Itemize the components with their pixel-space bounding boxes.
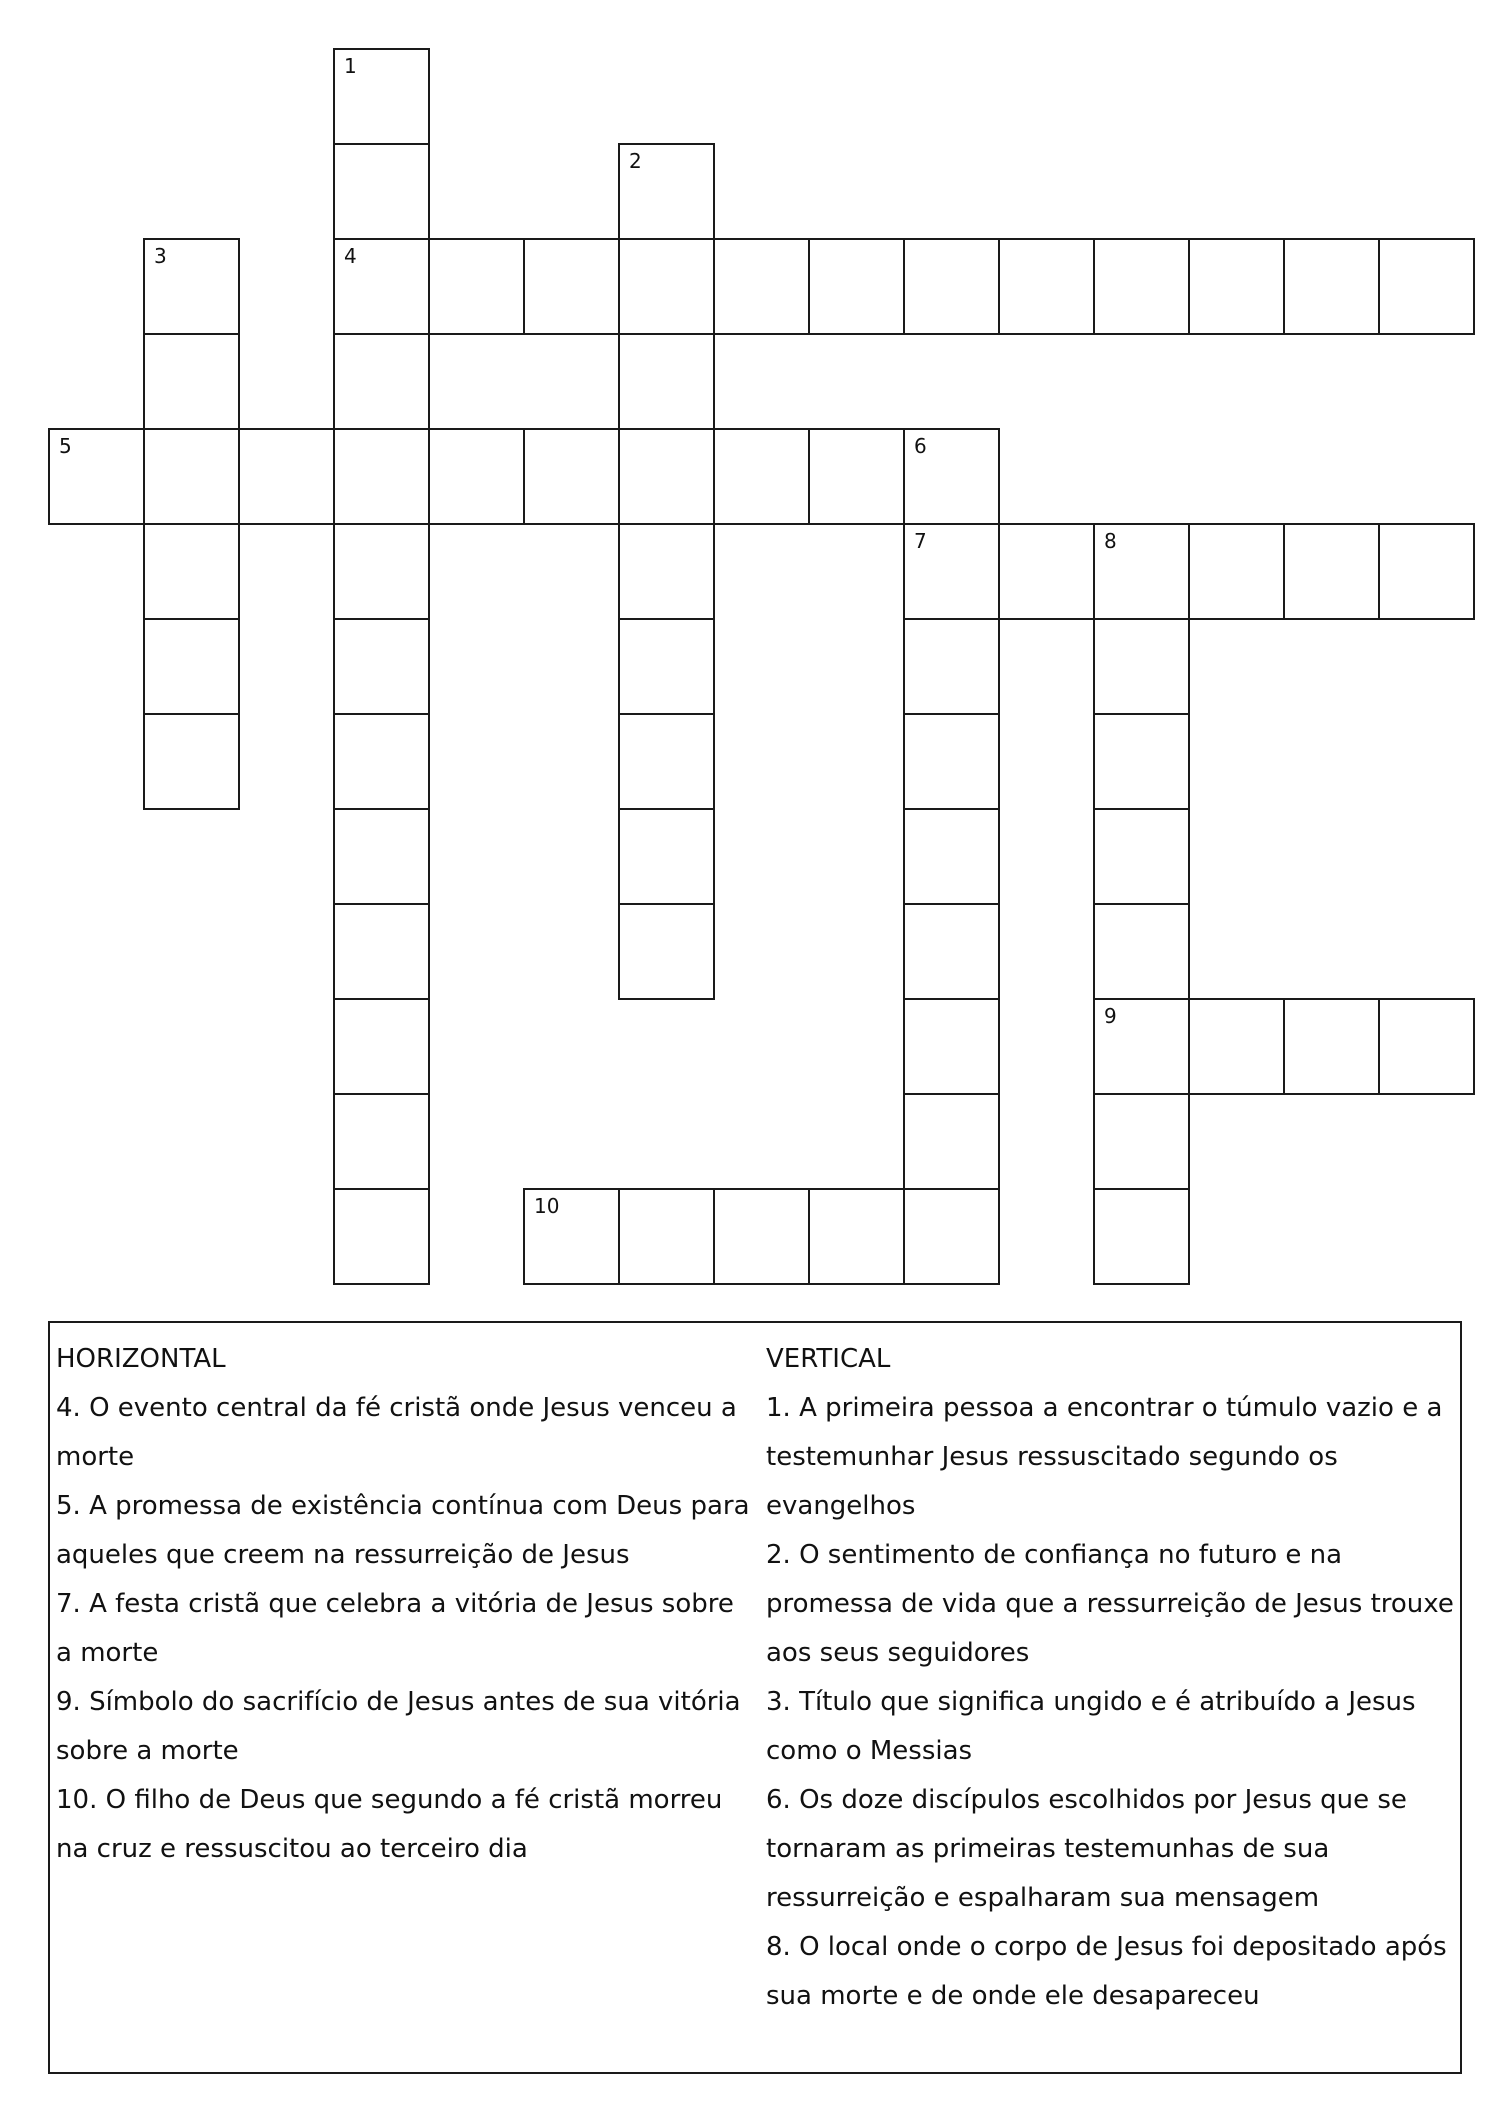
grid-cell[interactable]	[618, 428, 715, 525]
grid-cell[interactable]	[238, 428, 335, 525]
grid-cell[interactable]	[143, 713, 240, 810]
grid-cell[interactable]	[143, 428, 240, 525]
vertical-clue: 8. O local onde o corpo de Jesus foi depositado após sua morte e de onde ele desapareceu	[766, 1932, 1447, 2011]
clue-number: 1	[344, 54, 357, 78]
grid-cell[interactable]	[903, 808, 1000, 905]
vertical-clue: 1. A primeira pessoa a encontrar o túmulo vazio e a testemunhar Jesus ressuscitado segundo os evangelhos	[766, 1393, 1443, 1521]
grid-cell[interactable]	[713, 428, 810, 525]
horizontal-heading: HORIZONTAL	[56, 1344, 226, 1374]
grid-cell[interactable]	[903, 1093, 1000, 1190]
grid-cell[interactable]	[143, 333, 240, 430]
grid-cell[interactable]	[428, 238, 525, 335]
grid-cell[interactable]	[903, 713, 1000, 810]
grid-cell[interactable]	[1378, 523, 1475, 620]
grid-cell[interactable]	[333, 238, 430, 335]
grid-cell[interactable]	[523, 238, 620, 335]
horizontal-clue: 4. O evento central da fé cristã onde Jesus venceu a morte	[56, 1393, 737, 1472]
grid-cell[interactable]	[1283, 998, 1380, 1095]
grid-cell[interactable]	[713, 1188, 810, 1285]
grid-cell[interactable]	[1093, 998, 1190, 1095]
clue-number: 5	[59, 434, 72, 458]
grid-cell[interactable]	[618, 333, 715, 430]
grid-cell[interactable]	[998, 523, 1095, 620]
grid-cell[interactable]	[333, 998, 430, 1095]
vertical-heading: VERTICAL	[766, 1344, 891, 1374]
grid-cell[interactable]	[903, 523, 1000, 620]
grid-cell[interactable]	[1378, 998, 1475, 1095]
grid-cell[interactable]	[618, 523, 715, 620]
horizontal-clue: 10. O filho de Deus que segundo a fé cristã morreu na cruz e ressuscitou ao terceiro dia	[56, 1785, 723, 1864]
grid-cell[interactable]	[333, 903, 430, 1000]
grid-cell[interactable]	[333, 713, 430, 810]
horizontal-clue: 7. A festa cristã que celebra a vitória de Jesus sobre a morte	[56, 1589, 734, 1668]
grid-cell[interactable]	[1093, 1188, 1190, 1285]
clue-number: 6	[914, 434, 927, 458]
grid-cell[interactable]	[333, 48, 430, 145]
vertical-clues	[766, 1335, 1466, 2021]
grid-cell[interactable]	[1283, 238, 1380, 335]
grid-cell[interactable]	[333, 1188, 430, 1285]
grid-cell[interactable]	[1188, 238, 1285, 335]
horizontal-clue: 9. Símbolo do sacrifício de Jesus antes de sua vitória sobre a morte	[56, 1687, 741, 1766]
grid-cell[interactable]	[1093, 713, 1190, 810]
grid-cell[interactable]	[333, 1093, 430, 1190]
grid-cell[interactable]	[1093, 618, 1190, 715]
grid-cell[interactable]	[1093, 808, 1190, 905]
grid-cell[interactable]	[333, 618, 430, 715]
grid-cell[interactable]	[333, 143, 430, 240]
grid-cell[interactable]	[523, 428, 620, 525]
horizontal-clue: 5. A promessa de existência contínua com Deus para aqueles que creem na ressurreição de Jesus	[56, 1491, 750, 1570]
grid-cell[interactable]	[618, 143, 715, 240]
grid-cell[interactable]	[713, 238, 810, 335]
grid-cell[interactable]	[618, 713, 715, 810]
grid-cell[interactable]	[903, 618, 1000, 715]
grid-cell[interactable]	[48, 428, 145, 525]
grid-cell[interactable]	[143, 618, 240, 715]
clue-number: 9	[1104, 1004, 1117, 1028]
grid-cell[interactable]	[618, 238, 715, 335]
clues-box	[48, 1321, 1462, 2074]
horizontal-clues	[56, 1335, 756, 1874]
grid-cell[interactable]	[618, 903, 715, 1000]
grid-cell[interactable]	[618, 1188, 715, 1285]
vertical-clue: 6. Os doze discípulos escolhidos por Jesus que se tornaram as primeiras testemunhas de sua ressurreição e espalharam sua mensagem	[766, 1785, 1407, 1913]
clue-number: 10	[534, 1194, 560, 1218]
clue-number: 7	[914, 529, 927, 553]
grid-cell[interactable]	[808, 238, 905, 335]
grid-cell[interactable]	[333, 523, 430, 620]
grid-cell[interactable]	[523, 1188, 620, 1285]
grid-cell[interactable]	[1093, 1093, 1190, 1190]
grid-cell[interactable]	[1093, 903, 1190, 1000]
grid-cell[interactable]	[1093, 238, 1190, 335]
grid-cell[interactable]	[618, 808, 715, 905]
grid-cell[interactable]	[903, 238, 1000, 335]
grid-cell[interactable]	[1378, 238, 1475, 335]
grid-cell[interactable]	[998, 238, 1095, 335]
grid-cell[interactable]	[1188, 998, 1285, 1095]
grid-cell[interactable]	[808, 428, 905, 525]
clue-number: 4	[344, 244, 357, 268]
grid-cell[interactable]	[143, 523, 240, 620]
grid-cell[interactable]	[1188, 523, 1285, 620]
grid-cell[interactable]	[333, 428, 430, 525]
clue-number: 8	[1104, 529, 1117, 553]
clue-number: 3	[154, 244, 167, 268]
grid-cell[interactable]	[903, 903, 1000, 1000]
grid-cell[interactable]	[618, 618, 715, 715]
grid-cell[interactable]	[428, 428, 525, 525]
grid-cell[interactable]	[333, 333, 430, 430]
grid-cell[interactable]	[1283, 523, 1380, 620]
grid-cell[interactable]	[333, 808, 430, 905]
grid-cell[interactable]	[903, 1188, 1000, 1285]
grid-cell[interactable]	[1093, 523, 1190, 620]
clue-number: 2	[629, 149, 642, 173]
grid-cell[interactable]	[903, 428, 1000, 525]
grid-cell[interactable]	[143, 238, 240, 335]
vertical-clue: 2. O sentimento de confiança no futuro e na promessa de vida que a ressurreição de Jesus trouxe aos seus seguidores	[766, 1540, 1454, 1668]
grid-cell[interactable]	[808, 1188, 905, 1285]
vertical-clue: 3. Título que significa ungido e é atribuído a Jesus como o Messias	[766, 1687, 1416, 1766]
grid-cell[interactable]	[903, 998, 1000, 1095]
